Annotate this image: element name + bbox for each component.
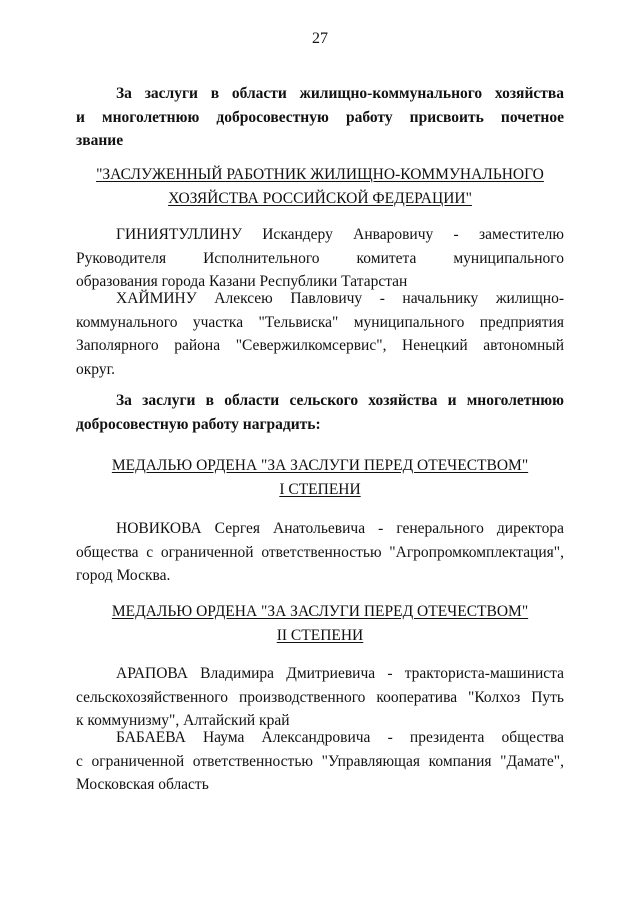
awardee-novikov (76, 517, 564, 588)
awardee-khaymin (76, 287, 564, 381)
awardee-line: Руководителя Исполнительного комитета муниципального (76, 249, 564, 267)
medal2-degree: II СТЕПЕНИ (276, 626, 364, 644)
honorary-title-line: "ЗАСЛУЖЕННЫЙ РАБОТНИК ЖИЛИЩНО-КОММУНАЛЬНОГО (96, 166, 544, 183)
awardee-line: коммунального участка "Тельвиска" муниципального предприятия (76, 313, 564, 331)
awardee-line: город Москва. (76, 567, 171, 584)
section1-intro-line: и многолетнюю добросовестную работу присвоить почетное (76, 108, 564, 126)
section2-intro-line: За заслуги в области сельского хозяйства и многолетнюю (116, 392, 564, 409)
section1-intro-line: звание (76, 132, 124, 149)
section2-intro-line: добросовестную работу наградить: (76, 415, 321, 433)
awardee-babaev (76, 726, 564, 797)
awardee-line: АРАПОВА Владимира Дмитриевича - тракториста-машиниста (116, 665, 564, 682)
awardee-line: к коммунизму", Алтайский край (76, 712, 290, 729)
awardee-line: сельскохозяйственного производственного кооператива "Колхоз Путь (76, 688, 564, 706)
honorary-title (60, 163, 580, 210)
awardee-line: БАБАЕВА Наума Александровича - президента общества (116, 729, 564, 746)
medal2-title-line: МЕДАЛЬЮ ОРДЕНА "ЗА ЗАСЛУГИ ПЕРЕД ОТЕЧЕСТВОМ" (111, 603, 529, 620)
awardee-line: Заполярного района "Севержилкомсервис", Ненецкий автономный (76, 337, 564, 354)
awardee-giniyatullin (76, 223, 564, 294)
section1-intro (76, 82, 564, 153)
awardee-line: общества с ограниченной ответственностью "Агропромкомплектация", (76, 543, 564, 561)
awardee-line: Московская область (76, 776, 209, 793)
medal1-title-line: МЕДАЛЬЮ ОРДЕНА "ЗА ЗАСЛУГИ ПЕРЕД ОТЕЧЕСТВОМ" (111, 457, 529, 474)
awardee-line: образования города Казани Республики Татарстан (76, 273, 408, 290)
honorary-title-line: ХОЗЯЙСТВА РОССИЙСКОЙ ФЕДЕРАЦИИ" (168, 189, 472, 207)
medal1-title (60, 454, 580, 501)
awardee-arapov (76, 662, 564, 733)
medal2-title (60, 600, 580, 647)
page-number: 27 (312, 30, 328, 47)
awardee-line: ГИНИЯТУЛЛИНУ Искандеру Анваровичу - заместителю (116, 226, 564, 243)
section2-intro (76, 389, 564, 436)
awardee-line: с ограниченной ответственностью "Управляющая компания "Дамате", (76, 752, 564, 770)
section1-intro-line: За заслуги в области жилищно-коммунального хозяйства (116, 85, 564, 102)
awardee-line: округ. (76, 360, 116, 378)
awardee-line: ХАЙМИНУ Алексею Павловичу - начальнику жилищно- (116, 290, 564, 307)
awardee-line: НОВИКОВА Сергея Анатольевича - генерального директора (116, 520, 564, 537)
medal1-degree: I СТЕПЕНИ (279, 480, 361, 498)
